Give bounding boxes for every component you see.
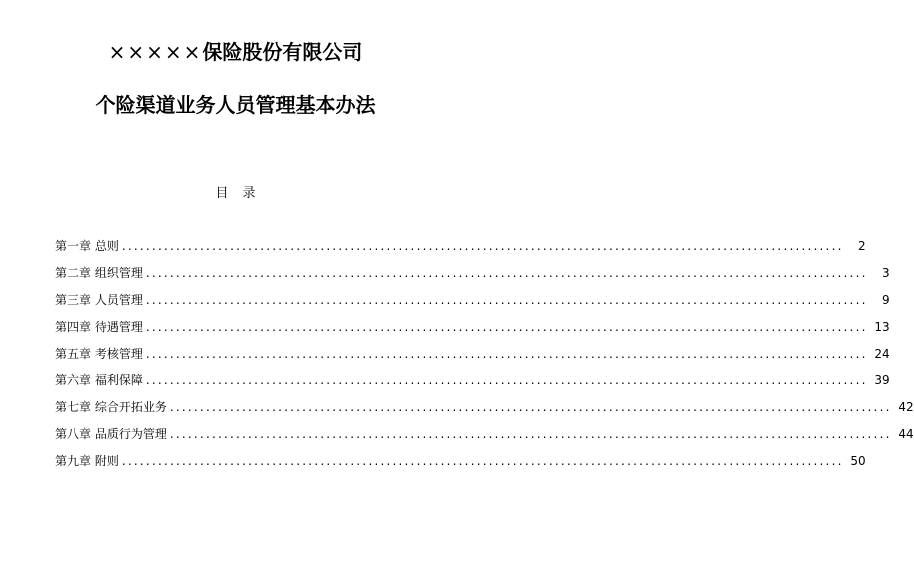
- toc-page-number: 24: [874, 346, 890, 361]
- document-title: 个险渠道业务人员管理基本办法: [95, 93, 376, 117]
- company-name-text: 保险股份有限公司: [202, 40, 363, 64]
- toc-chapter-number: 第二章: [55, 265, 92, 280]
- toc-leader-dots: ........................................................................................................................: [145, 319, 868, 334]
- toc-entry-label: [55, 397, 170, 417]
- toc-leader-dots: ........................................................................................................................: [145, 346, 868, 361]
- toc-chapter-number: 第九章: [55, 454, 92, 469]
- toc-page-number: 42: [898, 400, 914, 415]
- toc-leader-dots: ........................................................................................................................: [169, 427, 892, 442]
- toc-leader-dots: ........................................................................................................................: [145, 373, 868, 388]
- toc-page-number: 3: [881, 265, 890, 280]
- toc-entry[interactable]: [55, 370, 890, 397]
- toc-entry[interactable]: [55, 344, 890, 371]
- toc-chapter-title: 福利保障: [94, 373, 143, 388]
- toc-chapter-number: 第五章: [55, 346, 92, 361]
- toc-entry-label: [55, 236, 122, 256]
- toc-entry[interactable]: [55, 317, 890, 344]
- toc-entry-label: [55, 370, 146, 390]
- toc-chapter-title: 附则: [94, 454, 119, 469]
- toc-leader-dots: ........................................................................................................................: [145, 292, 868, 307]
- toc-entry[interactable]: [55, 424, 914, 451]
- company-name: [0, 38, 471, 66]
- toc-entry-label: [55, 344, 146, 364]
- toc-entry-label: [55, 424, 170, 444]
- toc-chapter-number: 第一章: [55, 239, 92, 253]
- toc-page-number: 9: [881, 292, 890, 307]
- toc-chapter-number: 第七章: [55, 400, 92, 415]
- toc-chapter-number: 第三章: [55, 292, 92, 307]
- toc-leader-dots: ........................................................................................................................: [121, 454, 844, 469]
- toc-chapter-title: 人员管理: [94, 292, 143, 307]
- toc-leader-dots: ........................................................................................................................: [121, 239, 844, 253]
- toc-chapter-title: 综合开拓业务: [94, 400, 167, 415]
- toc-chapter-title: 组织管理: [94, 265, 143, 280]
- toc-chapter-title: 品质行为管理: [94, 427, 167, 442]
- toc-entry[interactable]: [55, 263, 890, 290]
- toc-entry-label: [55, 263, 146, 283]
- toc-entry-label: [55, 317, 146, 337]
- toc-chapter-number: 第四章: [55, 319, 92, 334]
- toc-entry-label: [55, 290, 146, 310]
- toc-page-number: 2: [857, 239, 866, 253]
- toc-page-number: 50: [850, 454, 866, 469]
- toc-page-number: 39: [874, 373, 890, 388]
- toc-entry[interactable]: [55, 451, 866, 478]
- toc-entry[interactable]: [55, 236, 866, 263]
- toc-page-number: 44: [898, 427, 914, 442]
- toc-entry[interactable]: [55, 290, 890, 317]
- toc-chapter-number: 第六章: [55, 373, 92, 388]
- toc-leader-dots: ........................................................................................................................: [145, 265, 868, 280]
- toc-page-number: 13: [874, 319, 890, 334]
- toc-entry[interactable]: [55, 397, 914, 424]
- toc-chapter-title: 考核管理: [94, 346, 143, 361]
- toc-heading: 目录: [215, 186, 270, 201]
- toc-chapter-title: 总则: [94, 239, 119, 253]
- company-placeholder-marks: ×××××: [108, 40, 203, 64]
- toc-leader-dots: ........................................................................................................................: [169, 400, 892, 415]
- table-of-contents: [55, 236, 914, 478]
- toc-chapter-title: 待遇管理: [94, 319, 143, 334]
- toc-entry-label: [55, 451, 122, 471]
- toc-chapter-number: 第八章: [55, 427, 92, 442]
